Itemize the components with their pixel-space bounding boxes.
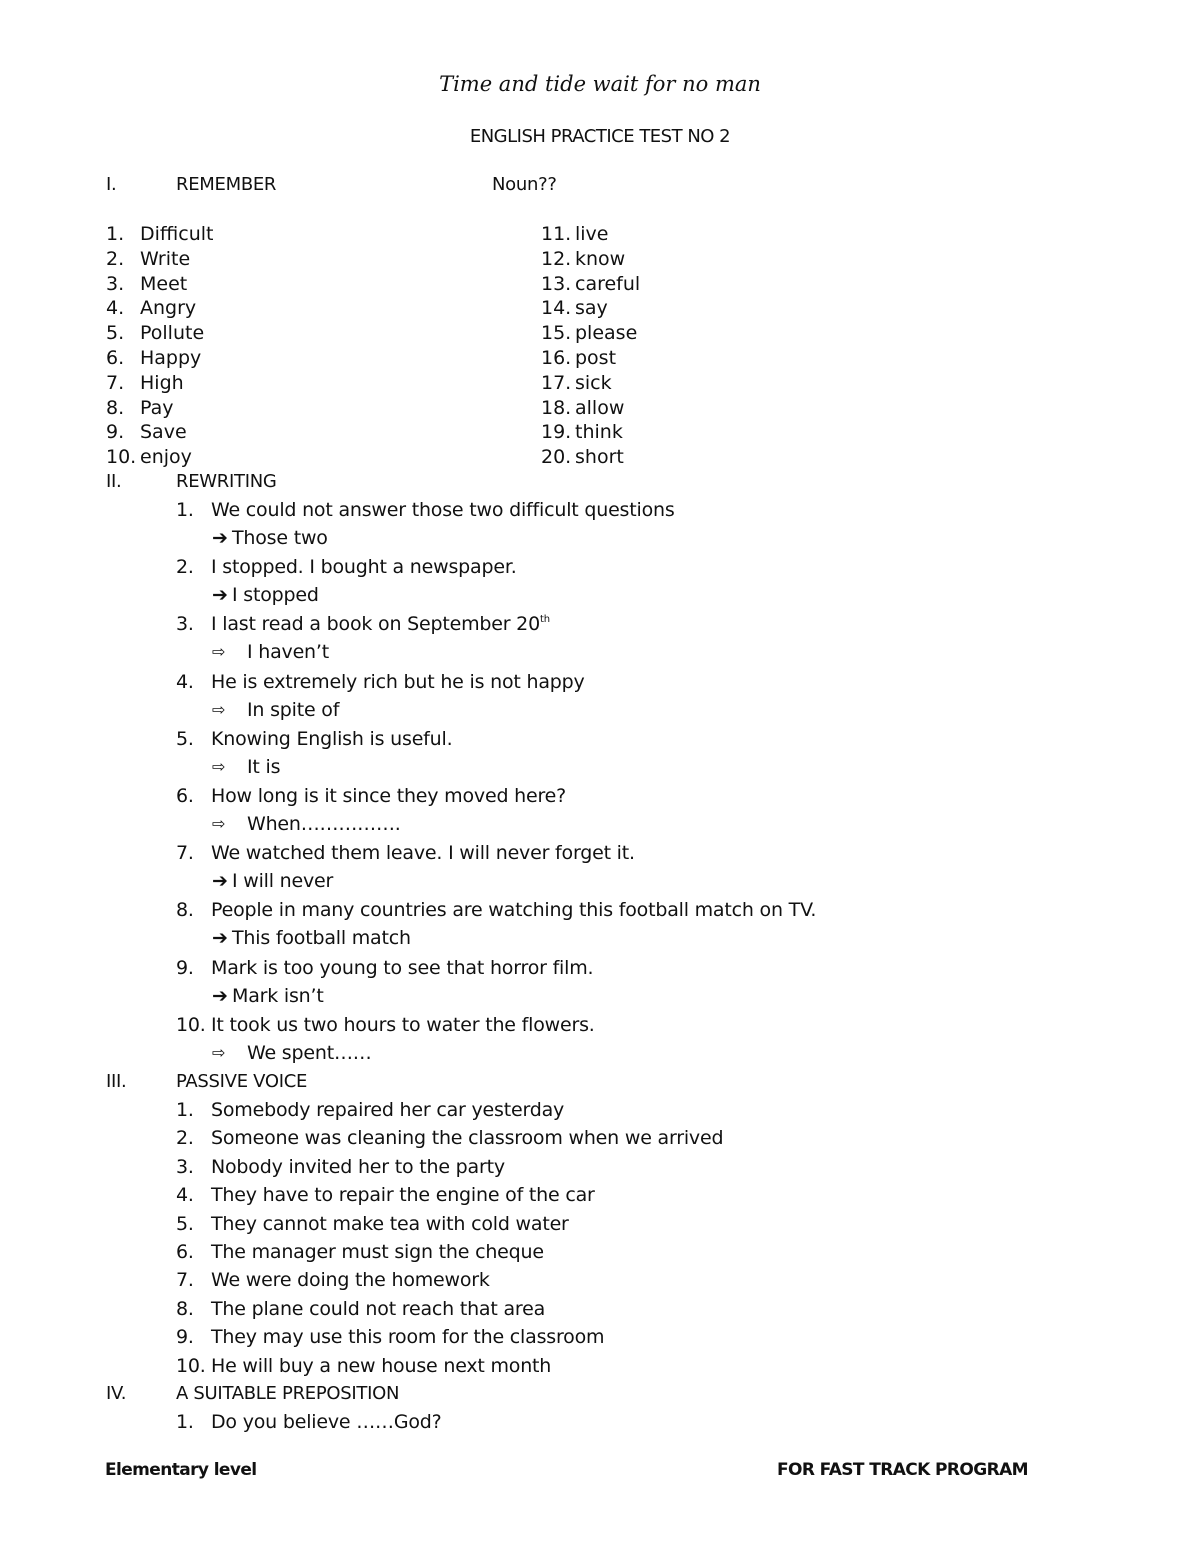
question-sentence: People in many countries are watching this football match on TV. (211, 899, 817, 922)
question-sentence: I stopped. I bought a newspaper. (211, 556, 517, 579)
word-list-item (106, 371, 406, 396)
question-item (176, 1099, 976, 1125)
motto: Time and tide wait for no man (439, 72, 761, 96)
question-item (176, 1213, 976, 1239)
word-list-item (106, 296, 406, 321)
word-list-item (541, 420, 841, 445)
question-number: 6. (176, 785, 194, 807)
question-number: 8. (176, 899, 194, 922)
question-sentence: Somebody repaired her car yesterday (211, 1099, 565, 1121)
word-text: Write (140, 247, 191, 270)
answer-line (212, 641, 812, 667)
question-item (176, 1014, 976, 1040)
question-text (211, 613, 550, 635)
word-list-item (106, 247, 406, 272)
word-number: 13. (541, 272, 572, 295)
answer-line (212, 527, 812, 553)
footer-level: Elementary level (105, 1460, 257, 1480)
word-list-item (541, 222, 841, 247)
question-sentence: The manager must sign the cheque (211, 1241, 544, 1263)
word-text: Pollute (140, 322, 205, 345)
answer-prompt: I stopped (232, 584, 319, 607)
question-number: 7. (176, 842, 194, 865)
question-number: 5. (176, 727, 194, 750)
question-number: 6. (176, 1241, 194, 1263)
question-sentence: It took us two hours to water the flowers. (211, 1013, 595, 1036)
word-number: 6. (106, 346, 125, 369)
question-number: 7. (176, 1269, 194, 1292)
word-list-item (541, 272, 841, 297)
question-number: 9. (176, 956, 194, 979)
word-number: 8. (106, 396, 125, 419)
answer-prompt: Mark isn’t (232, 984, 324, 1007)
question-sentence: Do you believe ……God? (211, 1411, 442, 1433)
question-text (211, 842, 635, 864)
word-list-item (541, 371, 841, 396)
word-list-item (106, 222, 406, 247)
question-sentence: How long is it since they moved here? (211, 785, 567, 807)
question-item (176, 728, 976, 754)
question-number: 5. (176, 1212, 194, 1235)
question-text (211, 1014, 595, 1036)
question-text (211, 1099, 564, 1121)
answer-prompt: When……………. (247, 813, 401, 835)
section-1-subtitle: Noun?? (492, 174, 557, 195)
word-text: High (140, 371, 184, 394)
question-item (176, 499, 976, 525)
answer-line (212, 584, 812, 610)
word-number: 9. (106, 421, 125, 444)
word-text: short (575, 446, 624, 469)
arrow-right-icon: ➔ (212, 870, 228, 893)
word-list-item (106, 272, 406, 297)
answer-line (212, 870, 812, 896)
answer-prompt: I haven’t (247, 641, 329, 664)
section-2-heading (106, 471, 706, 495)
word-number: 2. (106, 247, 125, 270)
section-1-label: REMEMBER (176, 174, 277, 195)
word-list-item (106, 420, 406, 445)
word-number: 12. (541, 247, 572, 270)
answer-prompt: I will never (232, 870, 334, 893)
word-number: 3. (106, 272, 125, 295)
section-1-roman: I. (106, 174, 117, 195)
question-item (176, 1241, 976, 1267)
word-text: say (575, 297, 608, 320)
question-sentence: The plane could not reach that area (211, 1297, 546, 1320)
arrow-right-icon: ➔ (212, 927, 228, 950)
question-item (176, 899, 976, 925)
section-1-heading (106, 174, 706, 198)
answer-line (212, 927, 812, 953)
question-item (176, 842, 976, 868)
question-number: 10. (176, 1013, 206, 1036)
question-item (176, 1269, 976, 1295)
word-number: 15. (541, 322, 572, 345)
word-number: 5. (106, 322, 125, 345)
question-sentence: Knowing English is useful. (211, 727, 453, 750)
question-text (211, 1213, 569, 1235)
question-number: 9. (176, 1326, 194, 1349)
question-number: 3. (176, 613, 194, 636)
question-number: 10. (176, 1354, 206, 1377)
question-number: 1. (176, 1099, 194, 1121)
word-text: enjoy (140, 446, 192, 469)
word-number: 4. (106, 297, 125, 320)
word-text: sick (575, 371, 612, 394)
question-item (176, 1411, 976, 1437)
word-number: 10. (106, 446, 137, 469)
question-sentence: They may use this room for the classroom (211, 1326, 605, 1349)
word-list-item (541, 321, 841, 346)
footer-program: FOR FAST TRACK PROGRAM (777, 1460, 1028, 1480)
question-sentence: Someone was cleaning the classroom when we arrived (211, 1127, 724, 1150)
word-number: 19. (541, 421, 572, 444)
question-text (211, 499, 675, 521)
word-text: Pay (140, 396, 174, 419)
answer-prompt: Those two (232, 527, 328, 549)
answer-prompt: In spite of (247, 698, 340, 721)
word-number: 14. (541, 297, 572, 320)
word-list-item (541, 346, 841, 371)
question-sentence: Mark is too young to see that horror film. (211, 956, 594, 979)
question-item (176, 613, 976, 639)
question-number: 4. (176, 670, 194, 693)
word-list-right (541, 222, 841, 470)
answer-prompt: We spent…… (247, 1041, 372, 1064)
question-text (211, 1269, 490, 1291)
answer-line (212, 813, 812, 839)
ordinal-suffix: th (539, 614, 550, 626)
question-text (211, 1241, 544, 1263)
question-text (211, 1326, 604, 1348)
section-4-heading (106, 1383, 706, 1407)
section-2-roman: II. (106, 471, 122, 492)
question-sentence: They cannot make tea with cold water (211, 1212, 569, 1235)
question-number: 1. (176, 499, 194, 521)
answer-line (212, 699, 812, 725)
question-item (176, 957, 976, 983)
word-text: think (575, 421, 623, 444)
word-number: 18. (541, 396, 572, 419)
question-text (211, 728, 452, 750)
question-sentence: Nobody invited her to the party (211, 1155, 505, 1178)
word-number: 11. (541, 223, 572, 245)
question-sentence: We watched them leave. I will never forget it. (211, 842, 635, 865)
word-text: Meet (140, 272, 188, 295)
answer-prompt: This football match (232, 927, 411, 950)
word-text: allow (575, 396, 625, 419)
section-3-roman: III. (106, 1071, 127, 1092)
question-text (211, 1411, 442, 1433)
hollow-arrow-right-icon: ⇨ (212, 1042, 226, 1062)
arrow-right-icon: ➔ (212, 527, 228, 549)
question-number: 4. (176, 1184, 194, 1207)
question-text (211, 1355, 551, 1377)
question-sentence: I last read a book on September 20 (211, 613, 540, 636)
word-number: 16. (541, 346, 572, 369)
section-3-heading (106, 1071, 706, 1095)
question-text (211, 671, 585, 693)
question-number: 1. (176, 1411, 194, 1433)
question-sentence: He is extremely rich but he is not happy (211, 670, 585, 693)
question-item (176, 785, 976, 811)
question-item (176, 1127, 976, 1153)
word-text: live (575, 223, 609, 245)
hollow-arrow-right-icon: ⇨ (212, 699, 226, 719)
word-text: know (575, 247, 626, 270)
question-sentence: They have to repair the engine of the car (211, 1184, 595, 1207)
question-item (176, 1156, 976, 1182)
word-number: 7. (106, 371, 125, 394)
question-text (211, 1127, 723, 1149)
answer-prompt: It is (247, 755, 281, 778)
question-text (211, 899, 816, 921)
question-text (211, 1184, 595, 1206)
section-2-label: REWRITING (176, 471, 277, 492)
word-text: careful (575, 272, 641, 295)
word-text: please (575, 322, 638, 345)
question-item (176, 1184, 976, 1210)
question-text (211, 957, 593, 979)
question-sentence: We could not answer those two difficult questions (211, 499, 675, 521)
question-text (211, 785, 566, 807)
question-text (211, 1156, 505, 1178)
hollow-arrow-right-icon: ⇨ (212, 814, 226, 833)
word-number: 20. (541, 446, 572, 469)
question-number: 3. (176, 1155, 194, 1178)
word-list-item (541, 296, 841, 321)
section-3-label: PASSIVE VOICE (176, 1071, 308, 1092)
question-item (176, 556, 976, 582)
question-number: 2. (176, 556, 194, 579)
word-text: post (575, 346, 617, 369)
question-number: 2. (176, 1127, 194, 1150)
word-list-item (541, 396, 841, 421)
question-text (211, 1298, 545, 1320)
answer-line (212, 1042, 812, 1068)
question-sentence: He will buy a new house next month (211, 1354, 552, 1377)
word-text: Difficult (140, 223, 214, 245)
word-number: 17. (541, 371, 572, 394)
question-item (176, 1355, 976, 1381)
section-4-roman: IV. (106, 1383, 127, 1404)
question-text (211, 556, 517, 578)
word-list-left (106, 222, 406, 470)
word-text: Angry (140, 297, 197, 320)
word-list-item (106, 346, 406, 371)
word-text: Save (140, 421, 187, 444)
word-list-item (106, 321, 406, 346)
word-list-item (106, 445, 406, 470)
word-text: Happy (140, 346, 202, 369)
page-title: ENGLISH PRACTICE TEST NO 2 (469, 126, 731, 147)
word-list-item (541, 247, 841, 272)
section-4-label: A SUITABLE PREPOSITION (176, 1383, 400, 1404)
arrow-right-icon: ➔ (212, 984, 228, 1007)
answer-line (212, 756, 812, 782)
question-number: 8. (176, 1297, 194, 1320)
question-item (176, 671, 976, 697)
question-sentence: We were doing the homework (211, 1269, 490, 1292)
word-number: 1. (106, 223, 125, 245)
question-item (176, 1326, 976, 1352)
word-list-item (541, 445, 841, 470)
answer-line (212, 985, 812, 1011)
hollow-arrow-right-icon: ⇨ (212, 756, 226, 776)
word-list-item (106, 396, 406, 421)
hollow-arrow-right-icon: ⇨ (212, 642, 226, 662)
question-item (176, 1298, 976, 1324)
arrow-right-icon: ➔ (212, 584, 228, 607)
